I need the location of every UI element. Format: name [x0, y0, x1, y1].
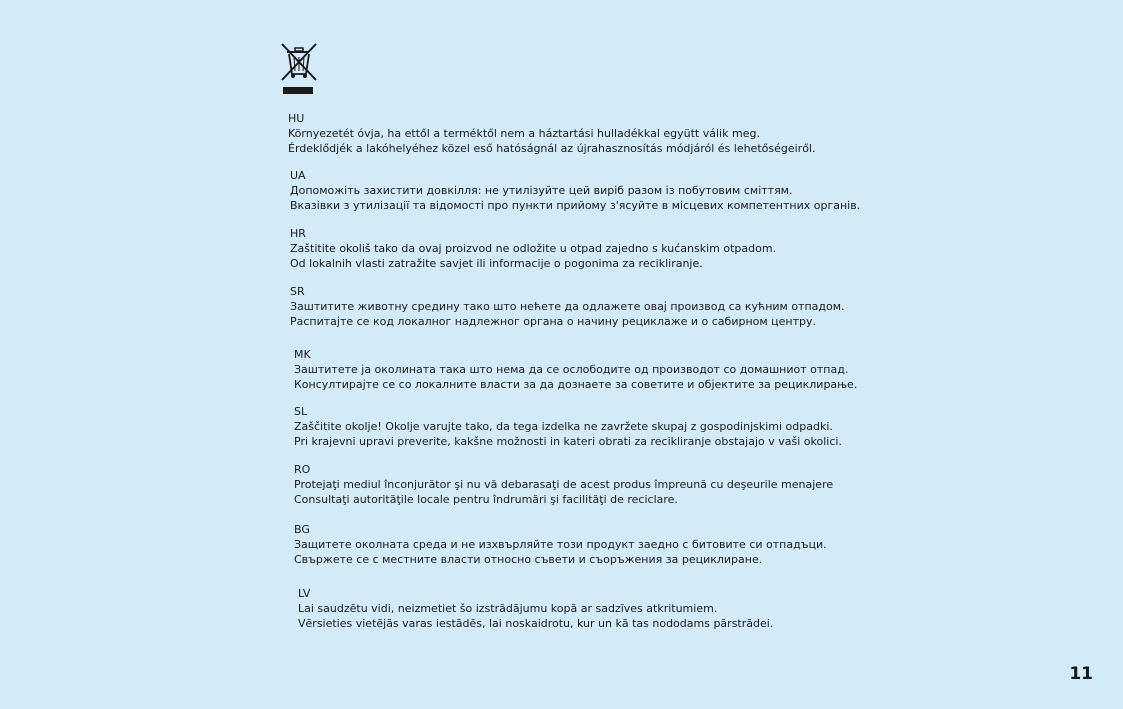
section-line: Érdeklődjék a lakóhelyéhez közel eső hatóságnál az újrahasznosítás módjáról és lehetőségeiről. — [288, 142, 816, 155]
section-ua — [290, 168, 860, 213]
section-line: Od lokalnih vlasti zatražite savjet ili informacije o pogonima za recikliranje. — [290, 257, 703, 270]
page-number: 11 — [1069, 664, 1093, 684]
section-lv — [298, 586, 773, 631]
section-line: Zaštitite okoliš tako da ovaj proizvod ne odložite u otpad zajedno s kućanskim otpadom. — [290, 242, 777, 255]
language-code: UA — [290, 169, 306, 182]
section-line: Свържете се с местните власти относно съвети и съоръжения за рециклиране. — [294, 553, 763, 566]
language-code: MK — [294, 348, 311, 361]
section-bg — [294, 522, 827, 567]
section-hu — [288, 111, 815, 156]
section-line: Распитајте се код локалног надлежног органа о начину рециклаже и о сабирном центру. — [290, 315, 817, 328]
section-line: Consultaţi autorităţile locale pentru îndrumări şi facilităţi de reciclare. — [294, 493, 678, 506]
section-hr — [290, 226, 776, 271]
section-line: Pri krajevni upravi preverite, kakšne možnosti in kateri obrati za recikliranje obstajajo v vaši okolici. — [294, 435, 842, 448]
section-line: Zaščitite okolje! Okolje varujte tako, da tega izdelka ne zavržete skupaj z gospodinjskimi odpadki. — [294, 420, 833, 433]
section-line: Заштитете ја околината така што нема да се ослободите од производот со домашниот отпад. — [294, 363, 849, 376]
language-code: RO — [294, 463, 311, 476]
language-code: SR — [290, 285, 305, 298]
language-code: LV — [298, 587, 311, 600]
section-line: Допоможіть захистити довкілля: не утилізуйте цей виріб разом із побутовим сміттям. — [290, 184, 793, 197]
section-line: Защитете околната среда и не изхвърляйте този продукт заедно с битовите си отпадъци. — [294, 538, 827, 551]
section-sl — [294, 404, 842, 449]
section-line: Vērsieties vietējās varas iestādēs, lai noskaidrotu, kur un kā tas nododams pārstrādei. — [298, 617, 774, 630]
section-ro — [294, 462, 833, 507]
section-line: Protejaţi mediul înconjurător şi nu vă debarasaţi de acest produs împreună cu deşeurile menajere — [294, 478, 834, 491]
section-line: Lai saudzētu vidi, neizmetiet šo izstrādājumu kopā ar sadzīves atkritumiem. — [298, 602, 718, 615]
language-code: HU — [288, 112, 305, 125]
language-code: BG — [294, 523, 310, 536]
crossed-out-wheelie-bin-icon — [280, 42, 318, 98]
language-code: HR — [290, 227, 306, 240]
section-line: Заштитите животну средину тако што нећете да одлажете овај производ са кућним отпадом. — [290, 300, 845, 313]
section-line: Консултирајте се со локалните власти за да дознаете за советите и објектите за рециклирање. — [294, 378, 858, 391]
section-sr — [290, 284, 845, 329]
section-line: Környezetét óvja, ha ettől a terméktől nem a háztartási hulladékkal együtt válik meg. — [288, 127, 760, 140]
language-code: SL — [294, 405, 308, 418]
section-mk — [294, 347, 857, 392]
section-line: Вказівки з утилізації та відомості про пункти прийому з'ясуйте в місцевих компетентних органів. — [290, 199, 861, 212]
